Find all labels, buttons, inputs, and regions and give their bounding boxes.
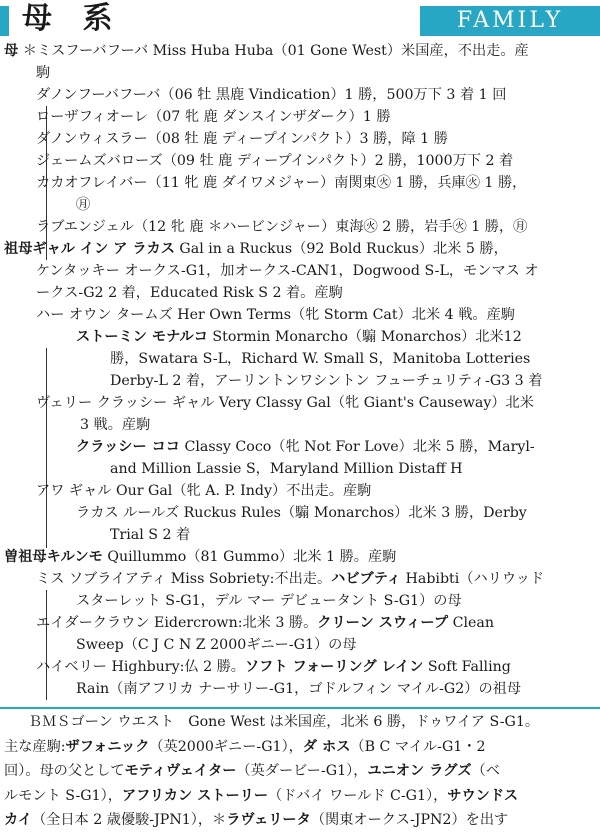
offspring-item: [0, 480, 600, 502]
offspring-text: Rain（南アフリカ ナーサリー-G1，ゴドルフィン マイル-G2）の祖母: [76, 681, 522, 697]
offspring-text: Classy Coco（牝 Not For Love）北米 5 勝，Maryl-: [179, 439, 535, 455]
great-granddam-text: Quillummo（81 Gummo）北米 1 勝。産駒: [102, 549, 397, 565]
bms-label: ＢＭＳゴーン ウエスト: [28, 714, 175, 730]
offspring-text: ハイベリー Highbury:仏 2 勝。: [36, 659, 245, 675]
bms-line: [0, 808, 600, 833]
horse-name: クリーン スウィープ: [317, 615, 449, 631]
offspring-item: [0, 150, 600, 172]
bms-text: ルモント S-G1），: [4, 787, 122, 804]
offspring-item: [0, 172, 600, 194]
horse-name: ソフト フォーリング レイン: [244, 659, 424, 675]
offspring-text: ラブエンジェル（12 牝 鹿 ＊ハービンジャー）東海㊋ 2 勝，岩手㊋ 1 勝，㊊: [36, 219, 528, 235]
horse-name: ダ ホス: [302, 738, 351, 755]
section-divider: [0, 707, 600, 709]
offspring-item: [0, 612, 600, 634]
horse-name: ザフォニック: [65, 738, 150, 755]
horse-name: ハビブティ: [331, 571, 401, 587]
bms-text: （関東オークス-JPN2）を出す: [310, 812, 509, 828]
dam-text-cont: 駒: [36, 65, 51, 81]
offspring-text: エイダークラウン Eidercrown:北米 3 勝。: [36, 615, 318, 631]
section-title: 母 系: [22, 1, 123, 36]
horse-name: ストーミン モナルコ: [76, 329, 208, 345]
great-granddam-label: 曽祖母: [4, 549, 47, 565]
offspring-text: 3 戦。産駒: [80, 417, 151, 433]
great-granddam-line: [0, 546, 600, 568]
bms-section: [0, 710, 600, 833]
offspring-text: Clean: [448, 615, 494, 631]
offspring-item-cont: [0, 414, 600, 436]
grand-offspring-item: [0, 326, 600, 348]
bms-text: （英ダービー-G1），: [236, 763, 368, 779]
bms-text: （全日本 2 歳優駿-JPN1），＊: [31, 812, 227, 828]
bms-line: [0, 735, 600, 760]
offspring-item-cont: [0, 678, 600, 700]
offspring-text: Habibti（ハリウッド: [400, 571, 545, 587]
bms-text: Gone West は米国産，北米 6 勝，ドゥワイア S-G1。: [174, 714, 540, 730]
bms-text: 回）。母の父として: [4, 763, 125, 779]
offspring-text: ラカス ルールズ Ruckus Rules（騸 Monarchos）北米 3 勝，Derby: [76, 505, 527, 521]
horse-name: カイ: [4, 812, 32, 828]
bms-text: （ベ: [471, 763, 500, 779]
horse-name: モティヴェイター: [124, 763, 237, 779]
offspring-item: [0, 216, 600, 238]
granddam-line-cont: [0, 260, 600, 282]
dam-line-cont: [0, 62, 600, 84]
family-badge: FAMILY: [420, 6, 600, 36]
bms-line: [0, 784, 600, 809]
offspring-text: スターレット S-G1，デル マー デビュータント S-G1）の母: [76, 593, 462, 609]
offspring-text: 勝，Swatara S-L，Richard W. Small S，Manitoba Lotteries: [110, 351, 531, 367]
granddam-label: 祖母: [4, 241, 33, 257]
section-header: [0, 0, 600, 38]
horse-name: アフリカン ストーリー: [121, 787, 269, 804]
granddam-text: ケンタッキー オークス-G1，加オークス-CAN1，Dogwood S-L，モンマス オ: [36, 263, 539, 279]
horse-name: ラヴェリータ: [226, 812, 311, 828]
grand-offspring-item: [0, 436, 600, 458]
offspring-item: [0, 392, 600, 414]
dam-label: 母: [4, 43, 19, 59]
granddam-line: [0, 238, 600, 260]
offspring-item-cont: [0, 590, 600, 612]
offspring-text: Derby-L 2 着，アーリントンワシントン フューチュリティ-G3 3 着: [110, 373, 543, 389]
granddam-name: ギャル イン ア ラカス: [32, 241, 175, 257]
offspring-text: カカオフレイバー（11 牝 鹿 ダイワメジャー）南関東㊋ 1 勝，兵庫㊋ 1 勝，: [36, 175, 527, 191]
offspring-item: [0, 568, 600, 590]
offspring-item: [0, 656, 600, 678]
bms-line: [0, 710, 600, 735]
offspring-text: Sweep（C J C N Z 2000ギニー-G1）の母: [76, 637, 357, 653]
offspring-text: Soft Falling: [423, 659, 511, 675]
great-granddam-name: キルンモ: [46, 549, 103, 565]
bms-text: （英2000ギニー-G1），: [149, 738, 303, 755]
granddam-text: ークス-G2 2 着，Educated Risk S 2 着。産駒: [36, 285, 343, 301]
bms-text: （B C マイル-G1・2: [350, 738, 486, 755]
bms-text: 主な産駒:: [4, 738, 66, 755]
offspring-text: and Million Lassie S，Maryland Million Distaff H: [110, 461, 463, 477]
offspring-text: ローザフィオーレ（07 牝 鹿 ダンスインザダーク）1 勝: [36, 109, 391, 125]
family-content: [0, 40, 600, 700]
offspring-item: [0, 84, 600, 106]
offspring-item: [0, 128, 600, 150]
offspring-text: ミス ソブライアティ Miss Sobriety:不出走。: [36, 571, 332, 587]
dam-line: [0, 40, 600, 62]
offspring-text: Stormin Monarcho（騸 Monarchos）北米12: [207, 329, 522, 345]
header-accent-bar: [0, 6, 9, 36]
bms-text: （ドバイ ワールド C-G1），: [268, 787, 448, 804]
horse-name: サウンドス: [447, 787, 519, 804]
horse-name: クラッシー ココ: [76, 439, 180, 455]
offspring-text: ジェームズバローズ（09 牡 鹿 ディープインパクト）2 勝，1000万下 2 着: [36, 153, 514, 169]
offspring-text: ヴェリー クラッシー ギャル Very Classy Gal（牝 Giant's Causeway）北米: [36, 395, 534, 411]
offspring-text: Trial S 2 着: [110, 527, 191, 543]
offspring-text: ㊊: [76, 197, 91, 213]
offspring-item: [0, 304, 600, 326]
granddam-line-cont: [0, 282, 600, 304]
offspring-text: ダノンウィスラー（08 牡 鹿 ディープインパクト）3 勝，障 1 勝: [36, 131, 448, 147]
offspring-item-cont: [0, 194, 600, 216]
dam-text: ＊ミスフーバフーバ Miss Huba Huba（01 Gone West）米国産，不出走。産: [22, 43, 529, 59]
offspring-item: [0, 106, 600, 128]
offspring-item-cont: [0, 634, 600, 656]
grand-offspring-cont: [0, 348, 600, 370]
granddam-text: Gal in a Ruckus（92 Bold Ruckus）北米 5 勝，: [174, 241, 508, 257]
horse-name: ユニオン ラグズ: [367, 763, 472, 779]
bms-line: [0, 759, 600, 784]
grand-offspring-cont: [0, 370, 600, 392]
offspring-text: ハー オウン タームズ Her Own Terms（牝 Storm Cat）北米 4 戦。産駒: [36, 307, 515, 323]
grand-offspring-item: [0, 502, 600, 524]
offspring-text: アワ ギャル Our Gal（牝 A. P. Indy）不出走。産駒: [36, 483, 372, 499]
offspring-text: ダノンフーバフーバ（06 牡 黒鹿 Vindication）1 勝，500万下 3 着 1 回: [36, 87, 507, 103]
grand-offspring-cont: [0, 524, 600, 546]
grand-offspring-cont: [0, 458, 600, 480]
